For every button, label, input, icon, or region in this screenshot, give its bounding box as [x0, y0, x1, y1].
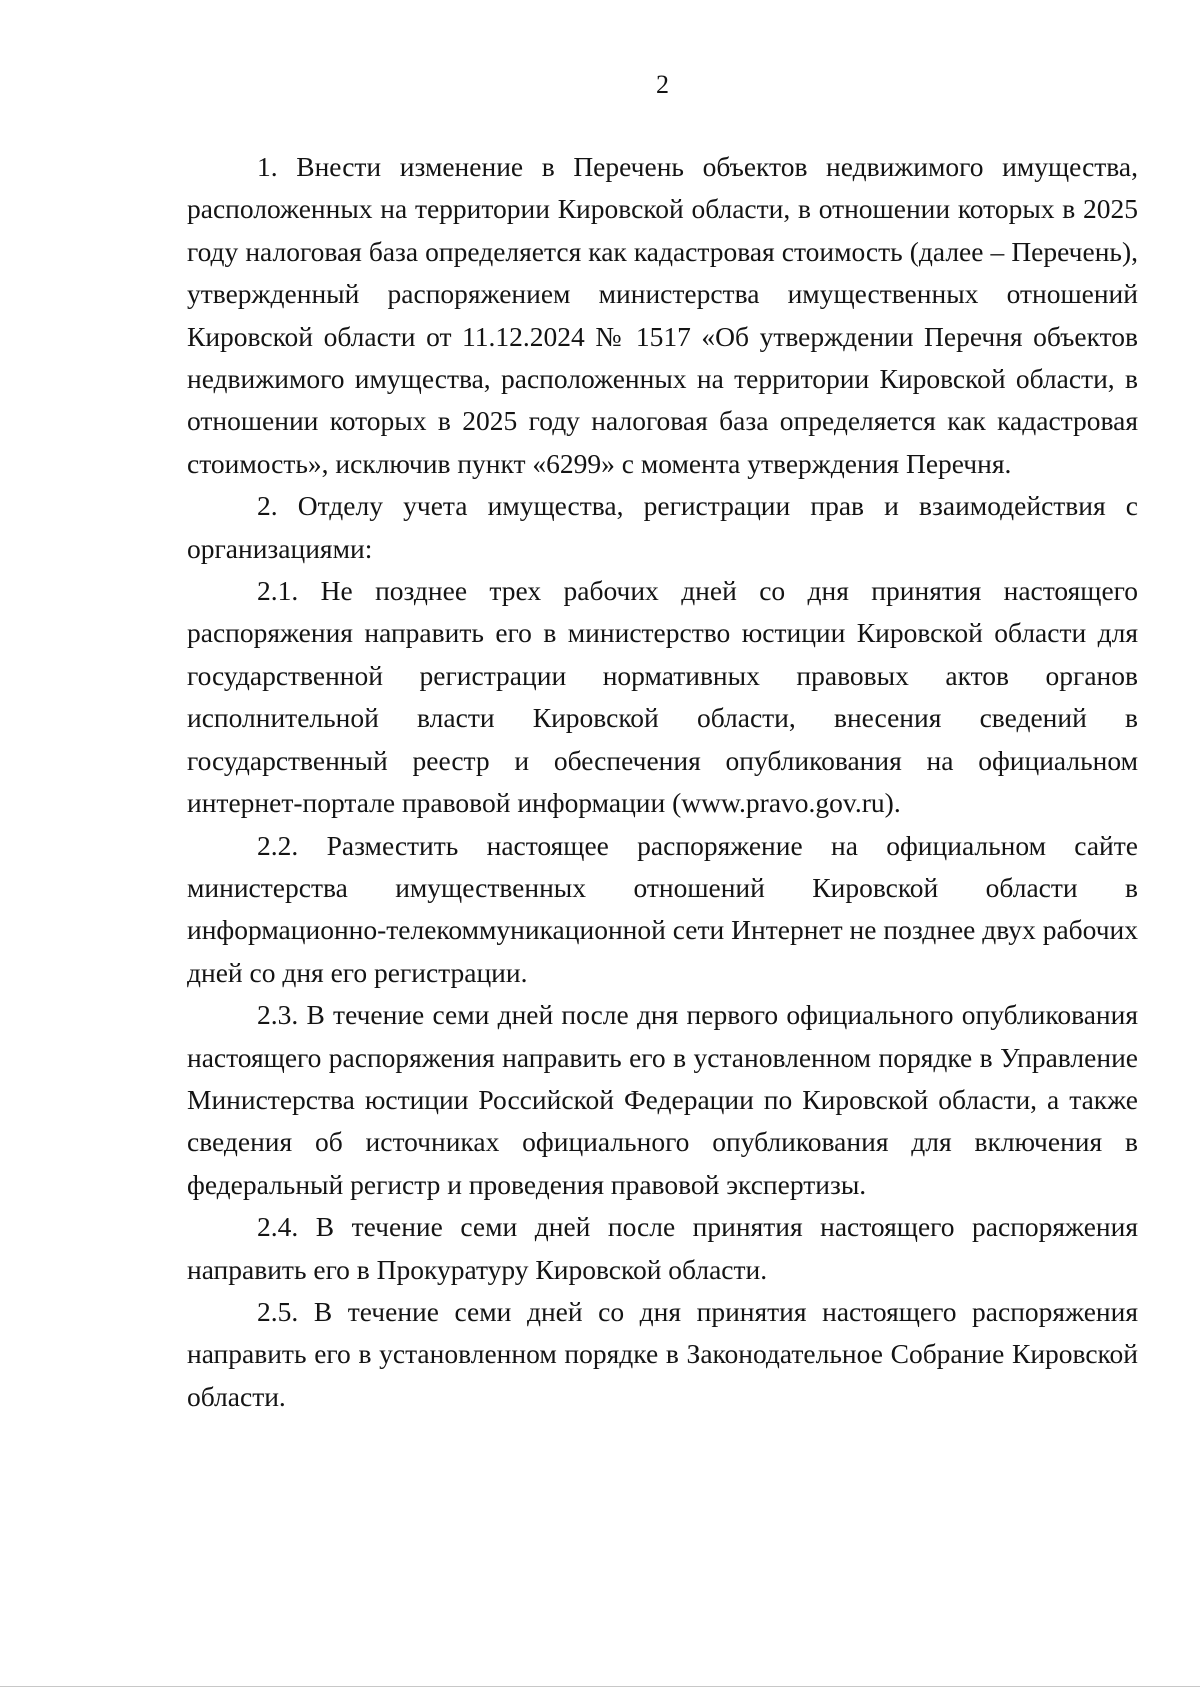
paragraph-2-3	[187, 994, 1138, 1206]
paragraph-number: 2.4.	[257, 1211, 299, 1243]
paragraph-1	[187, 146, 1138, 485]
paragraph-2-5	[187, 1291, 1138, 1418]
paragraph-number: 2.3.	[257, 999, 299, 1031]
paragraph-text: Не позднее трех рабочих дней со дня принятия настоящего распоряжения направить его в министерство юстиции Кировской области для государственной регистрации нормативных правовых актов органов исполнительной власти Кировской области, внесения сведений в государственный реестр и обеспечения опубликования на официальном интернет-портале правовой информации (www.pravo.gov.ru).	[187, 575, 1138, 819]
page-number: 2	[656, 70, 669, 99]
paragraph-number: 2.5.	[257, 1295, 299, 1327]
paragraph-text: Отделу учета имущества, регистрации прав и взаимодействия с организациями:	[187, 490, 1139, 564]
paragraph-text: В течение семи дней после принятия настоящего распоряжения направить его в Прокуратуру Кировской области.	[187, 1211, 1138, 1285]
scan-edge-line	[0, 1686, 1200, 1687]
paragraph-number: 2.1.	[257, 575, 299, 607]
paragraph-2	[187, 485, 1138, 570]
paragraph-2-4	[187, 1206, 1138, 1291]
paragraph-number: 2.	[257, 490, 278, 522]
paragraph-2-1	[187, 570, 1138, 824]
paragraph-2-2	[187, 825, 1138, 995]
paragraph-text: В течение семи дней со дня принятия настоящего распоряжения направить его в установленном порядке в Законодательное Собрание Кировской области.	[187, 1295, 1139, 1412]
paragraph-number: 1.	[257, 151, 278, 182]
paragraph-text: Внести изменение в Перечень объектов недвижимого имущества, расположенных на территории Кировской области, в отношении которых в 2025 году налоговая база определяется как кадастровая стоимость (далее – Перечень), утвержденный распоряжением министерства имущественных отношений Кировской области от 11.12.2024 № 1517 «Об утверждении Перечня объектов недвижимого имущества, расположенных на территории Кировской области, в отношении которых в 2025 году налоговая база определяется как кадастровая стоимость», исключив пункт «6299» с момента утверждения Перечня.	[187, 151, 1138, 479]
paragraph-text: В течение семи дней после дня первого официального опубликования настоящего распоряжения направить его в установленном порядке в Управление Министерства юстиции Российской Федерации по Кировской области, а также сведения об источниках официального опубликования для включения в федеральный регистр и проведения правовой экспертизы.	[187, 999, 1139, 1200]
document-body	[187, 146, 1138, 1418]
paragraph-number: 2.2.	[257, 829, 299, 861]
paragraph-text: Разместить настоящее распоряжение на официальном сайте министерства имущественных отношений Кировской области в информационно-телекоммуникационной сети Интернет не позднее двух рабочих дней со дня его регистрации.	[187, 829, 1138, 988]
